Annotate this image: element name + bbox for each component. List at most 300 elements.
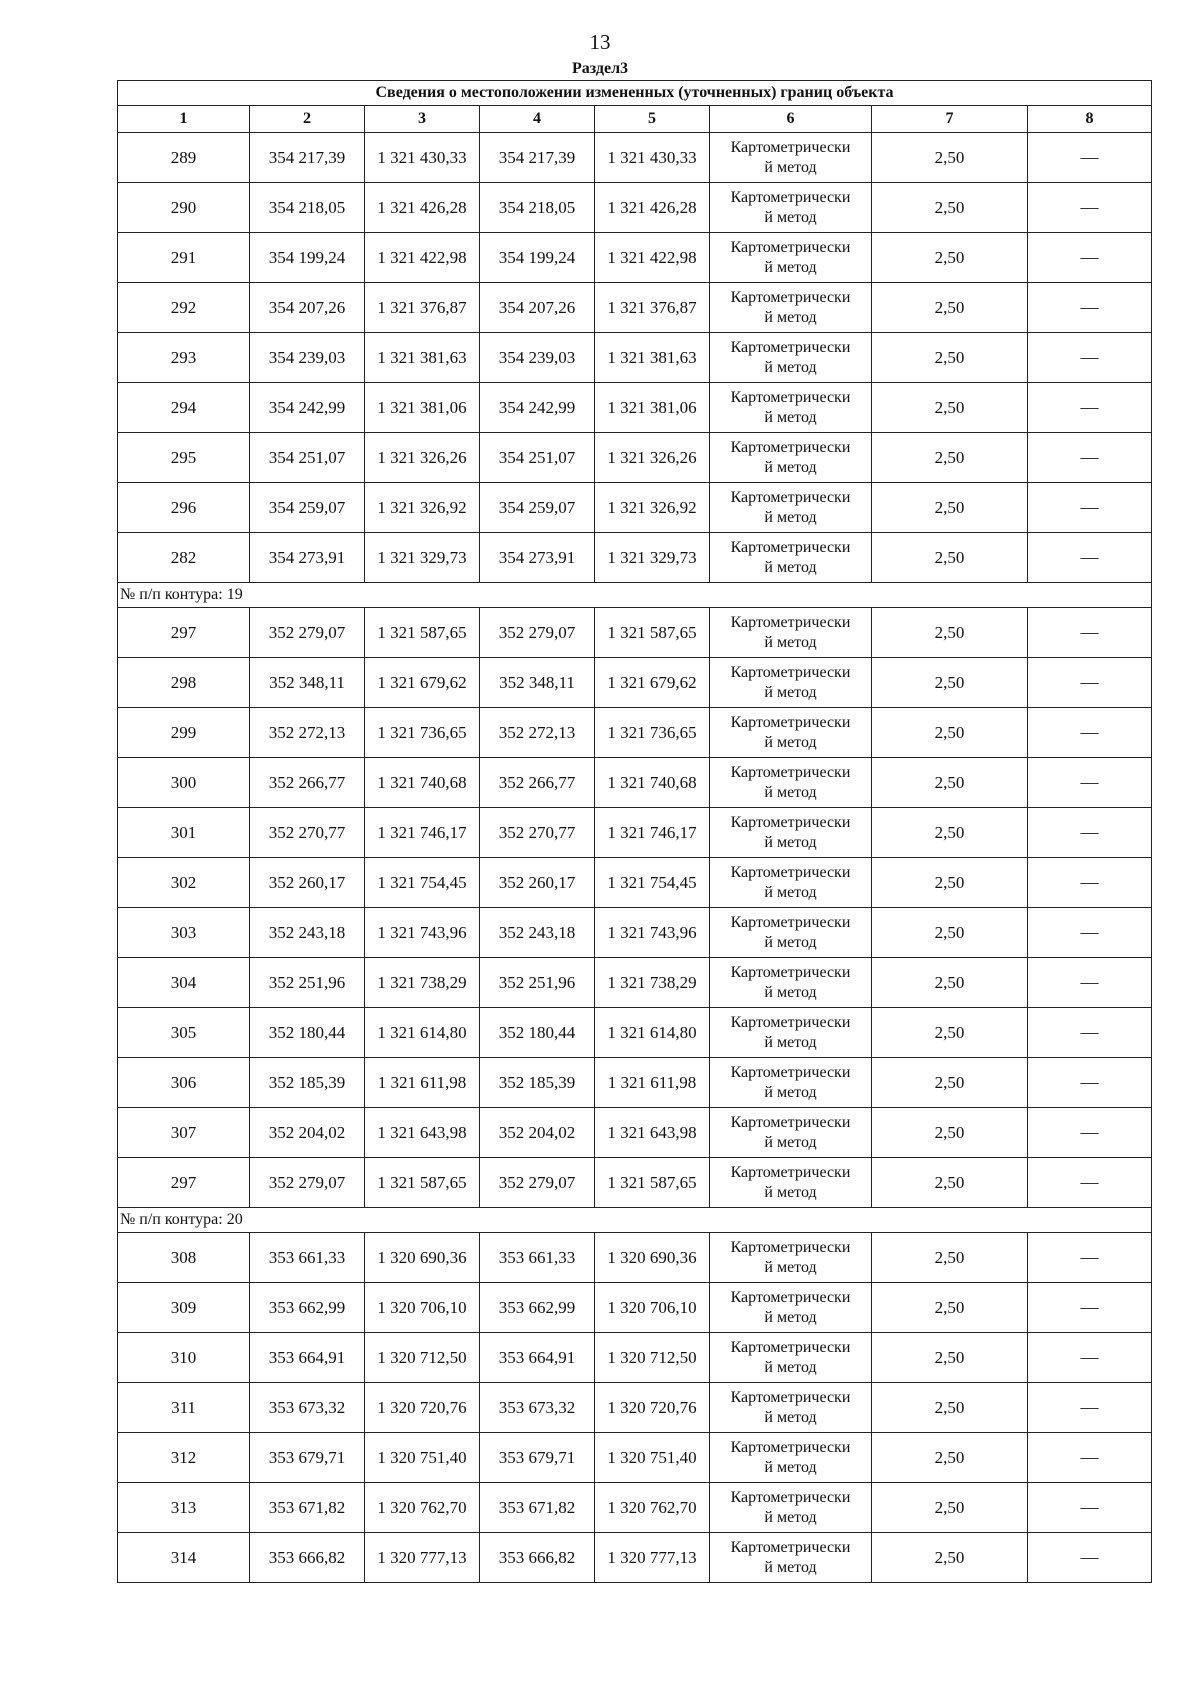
x-new-cell: 354 259,07 [480, 483, 595, 533]
method-text-line2: й метод [764, 833, 817, 851]
method-cell [710, 383, 872, 433]
method-text-line2: й метод [764, 558, 817, 576]
method-cell [710, 1383, 872, 1433]
x-new-cell: 352 348,11 [480, 658, 595, 708]
method-cell [710, 1108, 872, 1158]
table-caption: Сведения о местоположении измененных (уточненных) границ объекта [118, 81, 1152, 106]
method-cell [710, 1058, 872, 1108]
x-old-cell: 352 185,39 [250, 1058, 365, 1108]
column-header: 7 [872, 106, 1028, 133]
y-old-cell: 1 320 706,10 [365, 1283, 480, 1333]
y-old-cell: 1 321 587,65 [365, 608, 480, 658]
x-old-cell: 353 673,32 [250, 1383, 365, 1433]
point-number-cell: 297 [118, 608, 250, 658]
table-row [118, 1383, 1152, 1433]
method-cell [710, 1533, 872, 1583]
y-new-cell: 1 321 754,45 [595, 858, 710, 908]
y-old-cell: 1 321 738,29 [365, 958, 480, 1008]
description-cell: — [1028, 1008, 1152, 1058]
method-text-line1: Картометрически [730, 138, 851, 156]
x-new-cell: 354 242,99 [480, 383, 595, 433]
x-old-cell: 352 251,96 [250, 958, 365, 1008]
x-old-cell: 353 662,99 [250, 1283, 365, 1333]
method-cell [710, 1433, 872, 1483]
method-text-line2: й метод [764, 683, 817, 701]
accuracy-cell: 2,50 [872, 1058, 1028, 1108]
y-new-cell: 1 321 587,65 [595, 608, 710, 658]
table-row [118, 1058, 1152, 1108]
accuracy-cell: 2,50 [872, 383, 1028, 433]
x-old-cell: 354 259,07 [250, 483, 365, 533]
x-old-cell: 352 243,18 [250, 908, 365, 958]
y-new-cell: 1 321 430,33 [595, 133, 710, 183]
method-text-line2: й метод [764, 1083, 817, 1101]
y-old-cell: 1 321 326,26 [365, 433, 480, 483]
method-text-line1: Картометрически [730, 388, 851, 406]
y-new-cell: 1 321 743,96 [595, 908, 710, 958]
method-cell [710, 233, 872, 283]
point-number-cell: 306 [118, 1058, 250, 1108]
description-cell: — [1028, 1108, 1152, 1158]
method-cell [710, 1008, 872, 1058]
x-new-cell: 352 243,18 [480, 908, 595, 958]
y-new-cell: 1 320 712,50 [595, 1333, 710, 1383]
point-number-cell: 311 [118, 1383, 250, 1433]
method-text-line2: й метод [764, 1133, 817, 1151]
method-text-line1: Картометрически [730, 438, 851, 456]
table-row [118, 808, 1152, 858]
table-row [118, 858, 1152, 908]
x-new-cell: 353 671,82 [480, 1483, 595, 1533]
y-new-cell: 1 321 376,87 [595, 283, 710, 333]
y-old-cell: 1 320 762,70 [365, 1483, 480, 1533]
method-cell [710, 758, 872, 808]
method-text-line2: й метод [764, 1358, 817, 1376]
y-old-cell: 1 320 720,76 [365, 1383, 480, 1433]
table-row [118, 1433, 1152, 1483]
method-cell [710, 533, 872, 583]
coordinates-table [117, 80, 1152, 1583]
x-old-cell: 353 671,82 [250, 1483, 365, 1533]
x-old-cell: 352 180,44 [250, 1008, 365, 1058]
method-text-line2: й метод [764, 308, 817, 326]
point-number-cell: 293 [118, 333, 250, 383]
method-text-line1: Картометрически [730, 1438, 851, 1456]
method-text-line1: Картометрически [730, 813, 851, 831]
description-cell: — [1028, 183, 1152, 233]
x-new-cell: 354 251,07 [480, 433, 595, 483]
method-text-line2: й метод [764, 458, 817, 476]
method-text-line2: й метод [764, 1033, 817, 1051]
y-old-cell: 1 321 376,87 [365, 283, 480, 333]
accuracy-cell: 2,50 [872, 183, 1028, 233]
method-cell [710, 958, 872, 1008]
method-cell [710, 1333, 872, 1383]
column-header: 1 [118, 106, 250, 133]
x-new-cell: 353 662,99 [480, 1283, 595, 1333]
x-new-cell: 354 217,39 [480, 133, 595, 183]
table-row [118, 758, 1152, 808]
x-new-cell: 354 218,05 [480, 183, 595, 233]
point-number-cell: 296 [118, 483, 250, 533]
description-cell: — [1028, 1158, 1152, 1208]
y-new-cell: 1 320 706,10 [595, 1283, 710, 1333]
y-old-cell: 1 321 426,28 [365, 183, 480, 233]
table-row [118, 483, 1152, 533]
accuracy-cell: 2,50 [872, 1383, 1028, 1433]
table-caption-row [118, 81, 1152, 106]
method-text-line1: Картометрически [730, 1013, 851, 1031]
description-cell: — [1028, 858, 1152, 908]
method-text-line2: й метод [764, 633, 817, 651]
description-cell: — [1028, 433, 1152, 483]
accuracy-cell: 2,50 [872, 533, 1028, 583]
y-new-cell: 1 321 422,98 [595, 233, 710, 283]
description-cell: — [1028, 708, 1152, 758]
y-new-cell: 1 321 587,65 [595, 1158, 710, 1208]
table-row [118, 1333, 1152, 1383]
accuracy-cell: 2,50 [872, 858, 1028, 908]
point-number-cell: 303 [118, 908, 250, 958]
point-number-cell: 298 [118, 658, 250, 708]
x-old-cell: 353 679,71 [250, 1433, 365, 1483]
y-new-cell: 1 321 381,63 [595, 333, 710, 383]
point-number-cell: 304 [118, 958, 250, 1008]
y-new-cell: 1 321 326,26 [595, 433, 710, 483]
table-row [118, 1233, 1152, 1283]
y-new-cell: 1 321 679,62 [595, 658, 710, 708]
accuracy-cell: 2,50 [872, 608, 1028, 658]
x-new-cell: 352 260,17 [480, 858, 595, 908]
description-cell: — [1028, 383, 1152, 433]
point-number-cell: 282 [118, 533, 250, 583]
description-cell: — [1028, 808, 1152, 858]
table-row [118, 1533, 1152, 1583]
table-row [118, 333, 1152, 383]
point-number-cell: 307 [118, 1108, 250, 1158]
table-row [118, 1483, 1152, 1533]
method-text-line1: Картометрически [730, 1338, 851, 1356]
method-text-line1: Картометрически [730, 338, 851, 356]
y-old-cell: 1 321 381,06 [365, 383, 480, 433]
method-text-line1: Картометрически [730, 1063, 851, 1081]
y-new-cell: 1 320 762,70 [595, 1483, 710, 1533]
y-old-cell: 1 320 751,40 [365, 1433, 480, 1483]
section-title: Раздел3 [571, 60, 629, 77]
method-text-line2: й метод [764, 1258, 817, 1276]
x-old-cell: 352 279,07 [250, 1158, 365, 1208]
method-cell [710, 608, 872, 658]
method-cell [710, 283, 872, 333]
y-new-cell: 1 320 690,36 [595, 1233, 710, 1283]
y-new-cell: 1 321 746,17 [595, 808, 710, 858]
y-old-cell: 1 321 611,98 [365, 1058, 480, 1108]
method-text-line1: Картометрически [730, 1288, 851, 1306]
point-number-cell: 312 [118, 1433, 250, 1483]
method-text-line2: й метод [764, 1508, 817, 1526]
point-number-cell: 295 [118, 433, 250, 483]
table-row [118, 908, 1152, 958]
method-text-line1: Картометрически [730, 763, 851, 781]
x-old-cell: 352 204,02 [250, 1108, 365, 1158]
description-cell: — [1028, 233, 1152, 283]
x-new-cell: 352 266,77 [480, 758, 595, 808]
point-number-cell: 314 [118, 1533, 250, 1583]
accuracy-cell: 2,50 [872, 233, 1028, 283]
y-new-cell: 1 321 326,92 [595, 483, 710, 533]
method-text-line1: Картометрически [730, 288, 851, 306]
method-cell [710, 183, 872, 233]
point-number-cell: 297 [118, 1158, 250, 1208]
method-text-line2: й метод [764, 358, 817, 376]
x-old-cell: 352 270,77 [250, 808, 365, 858]
method-text-line1: Картометрически [730, 188, 851, 206]
y-old-cell: 1 320 690,36 [365, 1233, 480, 1283]
method-text-line2: й метод [764, 158, 817, 176]
x-new-cell: 352 180,44 [480, 1008, 595, 1058]
table-row [118, 433, 1152, 483]
column-header: 4 [480, 106, 595, 133]
table-row [118, 133, 1152, 183]
column-header: 5 [595, 106, 710, 133]
method-cell [710, 483, 872, 533]
description-cell: — [1028, 1058, 1152, 1108]
column-header: 8 [1028, 106, 1152, 133]
y-new-cell: 1 320 751,40 [595, 1433, 710, 1483]
description-cell: — [1028, 658, 1152, 708]
method-cell [710, 658, 872, 708]
point-number-cell: 299 [118, 708, 250, 758]
method-text-line1: Картометрически [730, 1388, 851, 1406]
x-new-cell: 353 661,33 [480, 1233, 595, 1283]
x-old-cell: 352 266,77 [250, 758, 365, 808]
x-new-cell: 354 273,91 [480, 533, 595, 583]
x-old-cell: 352 279,07 [250, 608, 365, 658]
table-row [118, 708, 1152, 758]
method-cell [710, 858, 872, 908]
accuracy-cell: 2,50 [872, 758, 1028, 808]
point-number-cell: 289 [118, 133, 250, 183]
method-text-line2: й метод [764, 783, 817, 801]
accuracy-cell: 2,50 [872, 1233, 1028, 1283]
accuracy-cell: 2,50 [872, 1108, 1028, 1158]
x-old-cell: 352 348,11 [250, 658, 365, 708]
method-text-line1: Картометрически [730, 613, 851, 631]
table-row [118, 1158, 1152, 1208]
table-row [118, 1108, 1152, 1158]
point-number-cell: 292 [118, 283, 250, 333]
point-number-cell: 302 [118, 858, 250, 908]
x-new-cell: 354 199,24 [480, 233, 595, 283]
column-header: 3 [365, 106, 480, 133]
accuracy-cell: 2,50 [872, 708, 1028, 758]
table-row [118, 233, 1152, 283]
method-cell [710, 1233, 872, 1283]
point-number-cell: 294 [118, 383, 250, 433]
contour-row [118, 583, 1152, 608]
x-new-cell: 352 251,96 [480, 958, 595, 1008]
description-cell: — [1028, 608, 1152, 658]
table-row [118, 383, 1152, 433]
description-cell: — [1028, 533, 1152, 583]
description-cell: — [1028, 908, 1152, 958]
x-old-cell: 352 260,17 [250, 858, 365, 908]
y-new-cell: 1 320 777,13 [595, 1533, 710, 1583]
accuracy-cell: 2,50 [872, 1433, 1028, 1483]
y-old-cell: 1 321 679,62 [365, 658, 480, 708]
x-new-cell: 353 673,32 [480, 1383, 595, 1433]
point-number-cell: 305 [118, 1008, 250, 1058]
point-number-cell: 301 [118, 808, 250, 858]
description-cell: — [1028, 1483, 1152, 1533]
y-new-cell: 1 321 614,80 [595, 1008, 710, 1058]
point-number-cell: 308 [118, 1233, 250, 1283]
method-text-line2: й метод [764, 258, 817, 276]
description-cell: — [1028, 133, 1152, 183]
method-cell [710, 1483, 872, 1533]
y-new-cell: 1 321 738,29 [595, 958, 710, 1008]
x-new-cell: 352 270,77 [480, 808, 595, 858]
method-text-line1: Картометрически [730, 488, 851, 506]
description-cell: — [1028, 1333, 1152, 1383]
y-old-cell: 1 321 329,73 [365, 533, 480, 583]
y-old-cell: 1 321 743,96 [365, 908, 480, 958]
x-new-cell: 353 666,82 [480, 1533, 595, 1583]
method-cell [710, 808, 872, 858]
accuracy-cell: 2,50 [872, 1008, 1028, 1058]
contour-label: № п/п контура: 20 [118, 1208, 1152, 1233]
method-text-line2: й метод [764, 883, 817, 901]
method-text-line1: Картометрически [730, 913, 851, 931]
point-number-cell: 290 [118, 183, 250, 233]
table-row [118, 958, 1152, 1008]
method-text-line1: Картометрически [730, 538, 851, 556]
y-new-cell: 1 321 740,68 [595, 758, 710, 808]
accuracy-cell: 2,50 [872, 283, 1028, 333]
description-cell: — [1028, 1433, 1152, 1483]
table-row [118, 1008, 1152, 1058]
y-old-cell: 1 321 746,17 [365, 808, 480, 858]
table-row [118, 283, 1152, 333]
x-old-cell: 353 666,82 [250, 1533, 365, 1583]
method-text-line2: й метод [764, 1558, 817, 1576]
method-cell [710, 708, 872, 758]
method-text-line1: Картометрически [730, 1488, 851, 1506]
method-text-line2: й метод [764, 933, 817, 951]
accuracy-cell: 2,50 [872, 433, 1028, 483]
y-new-cell: 1 321 643,98 [595, 1108, 710, 1158]
y-new-cell: 1 321 426,28 [595, 183, 710, 233]
description-cell: — [1028, 483, 1152, 533]
y-old-cell: 1 321 326,92 [365, 483, 480, 533]
accuracy-cell: 2,50 [872, 1333, 1028, 1383]
description-cell: — [1028, 1533, 1152, 1583]
y-old-cell: 1 321 736,65 [365, 708, 480, 758]
x-old-cell: 354 273,91 [250, 533, 365, 583]
y-old-cell: 1 320 777,13 [365, 1533, 480, 1583]
description-cell: — [1028, 958, 1152, 1008]
method-text-line1: Картометрически [730, 1163, 851, 1181]
method-cell [710, 433, 872, 483]
table-row [118, 183, 1152, 233]
accuracy-cell: 2,50 [872, 1533, 1028, 1583]
y-old-cell: 1 321 381,63 [365, 333, 480, 383]
accuracy-cell: 2,50 [872, 133, 1028, 183]
x-old-cell: 354 199,24 [250, 233, 365, 283]
point-number-cell: 291 [118, 233, 250, 283]
y-old-cell: 1 321 643,98 [365, 1108, 480, 1158]
y-old-cell: 1 321 587,65 [365, 1158, 480, 1208]
table-row [118, 533, 1152, 583]
method-cell [710, 908, 872, 958]
method-text-line2: й метод [764, 208, 817, 226]
x-new-cell: 352 279,07 [480, 1158, 595, 1208]
table-row [118, 608, 1152, 658]
description-cell: — [1028, 333, 1152, 383]
method-text-line2: й метод [764, 508, 817, 526]
y-new-cell: 1 321 611,98 [595, 1058, 710, 1108]
method-text-line1: Картометрически [730, 1238, 851, 1256]
x-new-cell: 354 207,26 [480, 283, 595, 333]
description-cell: — [1028, 1283, 1152, 1333]
y-new-cell: 1 321 329,73 [595, 533, 710, 583]
y-old-cell: 1 321 740,68 [365, 758, 480, 808]
method-text-line1: Картометрически [730, 713, 851, 731]
method-text-line1: Картометрически [730, 1538, 851, 1556]
description-cell: — [1028, 1383, 1152, 1433]
y-old-cell: 1 321 430,33 [365, 133, 480, 183]
y-new-cell: 1 321 381,06 [595, 383, 710, 433]
y-old-cell: 1 321 422,98 [365, 233, 480, 283]
x-old-cell: 352 272,13 [250, 708, 365, 758]
x-old-cell: 353 664,91 [250, 1333, 365, 1383]
column-header: 2 [250, 106, 365, 133]
x-new-cell: 354 239,03 [480, 333, 595, 383]
point-number-cell: 300 [118, 758, 250, 808]
x-old-cell: 354 239,03 [250, 333, 365, 383]
point-number-cell: 310 [118, 1333, 250, 1383]
y-old-cell: 1 321 614,80 [365, 1008, 480, 1058]
x-old-cell: 354 218,05 [250, 183, 365, 233]
accuracy-cell: 2,50 [872, 908, 1028, 958]
x-new-cell: 352 204,02 [480, 1108, 595, 1158]
method-cell [710, 333, 872, 383]
x-new-cell: 352 185,39 [480, 1058, 595, 1108]
method-cell [710, 1158, 872, 1208]
y-new-cell: 1 321 736,65 [595, 708, 710, 758]
point-number-cell: 309 [118, 1283, 250, 1333]
accuracy-cell: 2,50 [872, 483, 1028, 533]
method-cell [710, 1283, 872, 1333]
table-header-row [118, 106, 1152, 133]
method-text-line1: Картометрически [730, 863, 851, 881]
table-row [118, 1283, 1152, 1333]
description-cell: — [1028, 283, 1152, 333]
method-text-line2: й метод [764, 408, 817, 426]
description-cell: — [1028, 1233, 1152, 1283]
accuracy-cell: 2,50 [872, 333, 1028, 383]
x-old-cell: 354 217,39 [250, 133, 365, 183]
x-old-cell: 353 661,33 [250, 1233, 365, 1283]
table-body [118, 81, 1152, 1583]
method-text-line1: Картометрически [730, 663, 851, 681]
x-new-cell: 352 279,07 [480, 608, 595, 658]
y-old-cell: 1 321 754,45 [365, 858, 480, 908]
method-text-line2: й метод [764, 1408, 817, 1426]
y-new-cell: 1 320 720,76 [595, 1383, 710, 1433]
x-old-cell: 354 251,07 [250, 433, 365, 483]
x-new-cell: 352 272,13 [480, 708, 595, 758]
